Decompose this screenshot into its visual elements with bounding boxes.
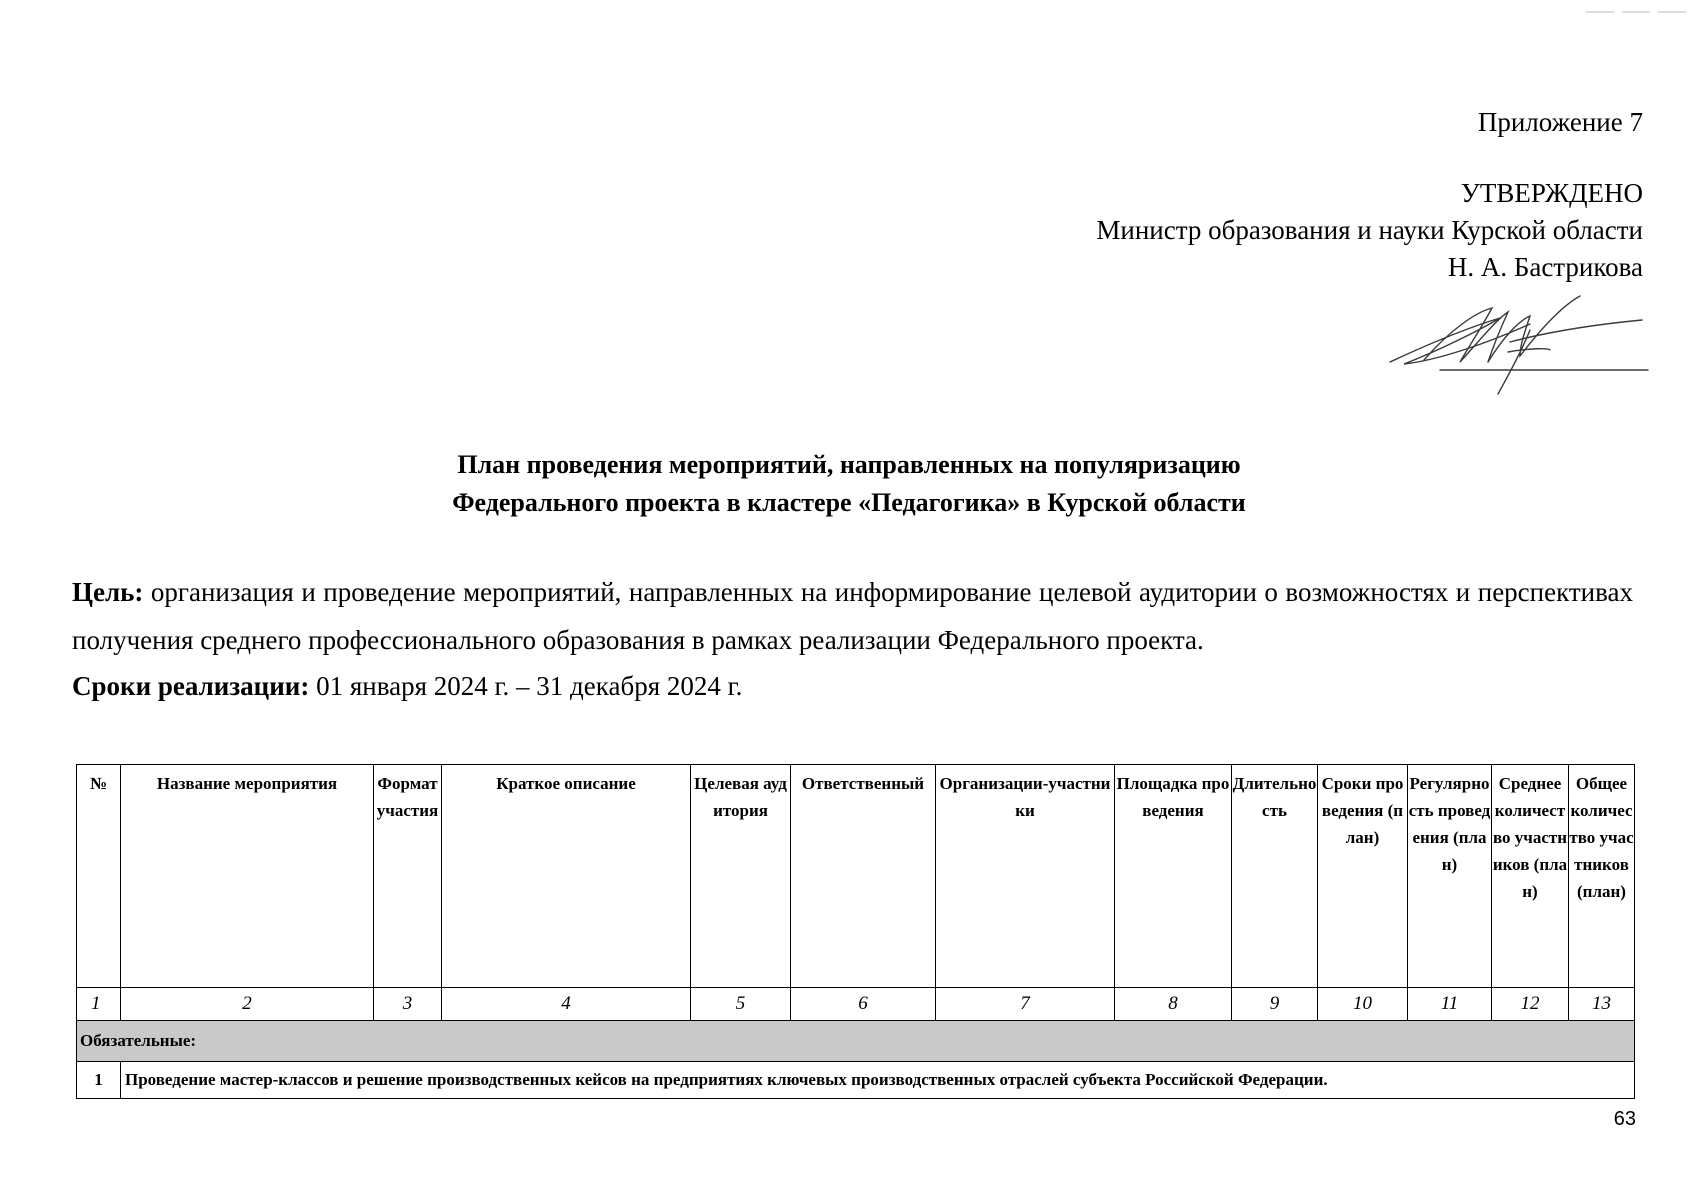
column-header: Регулярность проведения (план): [1408, 765, 1492, 988]
title-line-1: План проведения мероприятий, направленных на популяризацию: [457, 450, 1241, 479]
column-number: 11: [1408, 988, 1492, 1021]
events-plan-table: [76, 764, 1635, 1099]
column-number: 6: [791, 988, 936, 1021]
column-number: 12: [1492, 988, 1569, 1021]
row-text: Проведение мастер-классов и решение производственных кейсов на предприятиях ключевых производственных отраслей субъекта Российской Федерации.: [121, 1062, 1635, 1099]
column-number: 3: [374, 988, 442, 1021]
column-header: Сроки проведения (план): [1318, 765, 1408, 988]
approver-position: Министр образования и науки Курской области: [1096, 215, 1643, 245]
column-header: Краткое описание: [442, 765, 691, 988]
column-header: Площадка проведения: [1115, 765, 1232, 988]
column-number: 4: [442, 988, 691, 1021]
column-number: 9: [1232, 988, 1318, 1021]
appendix-label: Приложение 7: [1477, 107, 1643, 137]
column-header: Ответственный: [791, 765, 936, 988]
column-number: 13: [1569, 988, 1635, 1021]
page-number: 63: [1613, 1108, 1636, 1130]
table-row: [77, 1062, 1635, 1099]
section-row: [77, 1021, 1635, 1062]
column-header: Общее количество участников (план): [1569, 765, 1635, 988]
column-header: Длительность: [1232, 765, 1318, 988]
column-number: 10: [1318, 988, 1408, 1021]
column-number: 8: [1115, 988, 1232, 1021]
column-header: Организации-участники: [936, 765, 1115, 988]
column-header: Название мероприятия: [121, 765, 374, 988]
column-number: 2: [121, 988, 374, 1021]
column-header: №: [77, 765, 121, 988]
goal-text: организация и проведение мероприятий, направленных на информирование целевой аудитории о возможностях и перспективах получения среднего профессионального образования в рамках реализации Федерального проекта.: [72, 577, 1633, 655]
column-number: 7: [936, 988, 1115, 1021]
goal-paragraph: [72, 568, 1633, 664]
column-header: Целевая аудитория: [691, 765, 791, 988]
approved-label: УТВЕРЖДЕНО: [1460, 178, 1643, 208]
column-header: Среднее количество участников (план): [1492, 765, 1569, 988]
handwritten-signature: [1380, 290, 1660, 400]
column-number: 5: [691, 988, 791, 1021]
column-number: 1: [77, 988, 121, 1021]
table-header-row: [77, 765, 1635, 988]
term-text: 01 января 2024 г. – 31 декабря 2024 г.: [309, 671, 743, 701]
scan-artifact-dashes: [1586, 8, 1686, 16]
approver-name: Н. А. Бастрикова: [1447, 252, 1643, 282]
column-header: Формат участия: [374, 765, 442, 988]
term-label: Сроки реализации:: [72, 671, 310, 701]
document-title: [0, 446, 1698, 522]
title-line-2: Федерального проекта в кластере «Педагогика» в Курской области: [452, 488, 1246, 517]
approval-block: [1096, 104, 1643, 286]
section-label: Обязательные:: [77, 1021, 1635, 1062]
column-number-row: [77, 988, 1635, 1021]
row-index: 1: [77, 1062, 121, 1099]
term-paragraph: [72, 666, 742, 706]
goal-label: Цель:: [72, 577, 144, 607]
